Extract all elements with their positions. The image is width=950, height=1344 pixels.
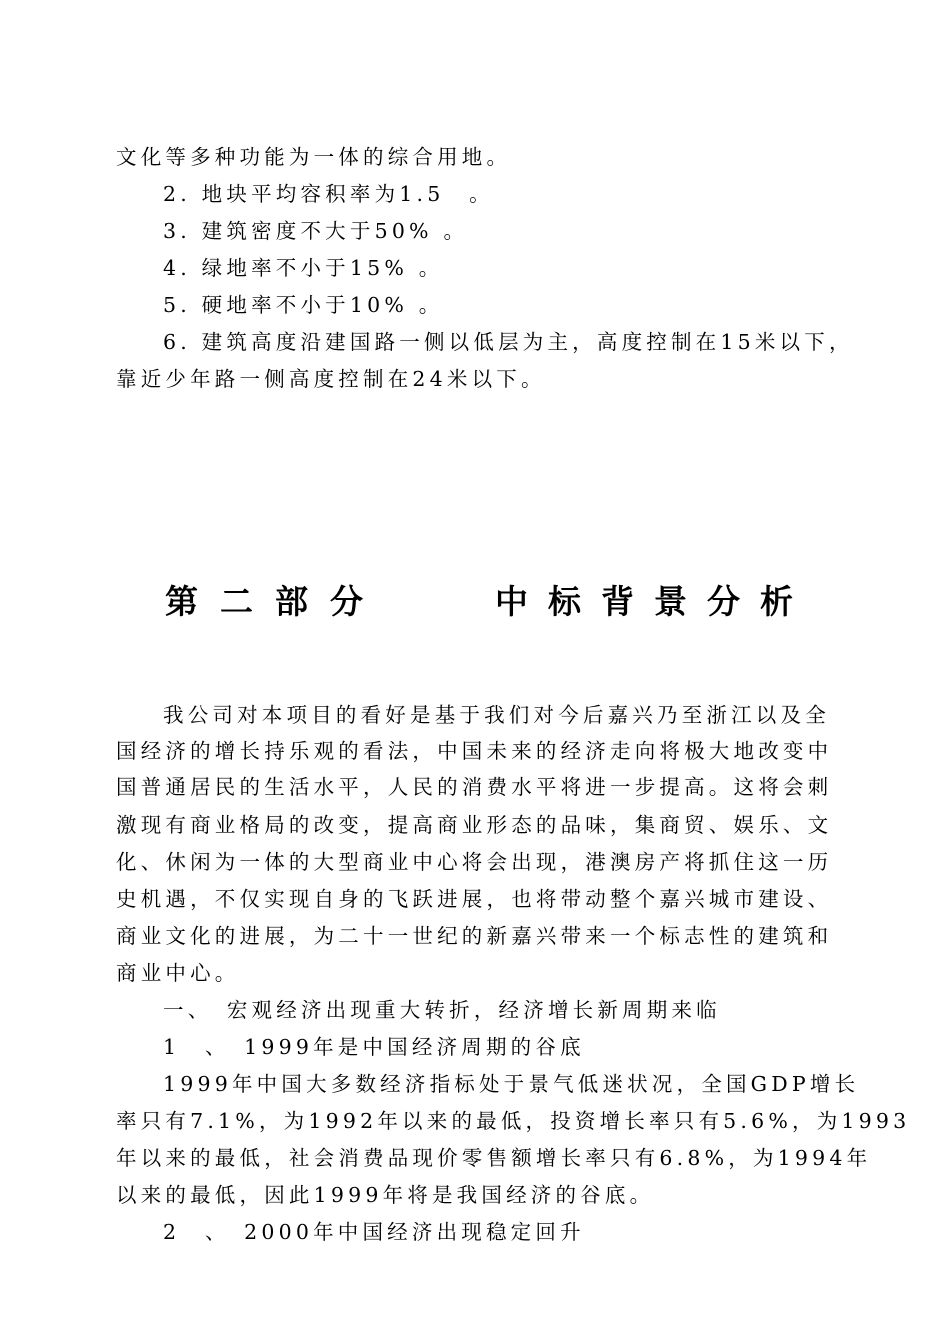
section-subheading: 1 、 1999年是中国经济周期的谷底 xyxy=(163,1035,585,1059)
list-item: 2. 地块平均容积率为1.5 。 xyxy=(163,182,494,206)
paragraph-line: 商业中心。 xyxy=(116,961,240,985)
paragraph-line: 我公司对本项目的看好是基于我们对今后嘉兴乃至浙江以及全 xyxy=(163,703,830,727)
paragraph-line: 1999年中国大多数经济指标处于景气低迷状况，全国GDP增长 xyxy=(163,1072,860,1096)
list-item: 5. 硬地率不小于10% 。 xyxy=(163,293,444,317)
list-item: 3. 建筑密度不大于50% 。 xyxy=(163,219,469,243)
text-line: 靠近少年路一侧高度控制在24米以下。 xyxy=(116,367,546,391)
section-subheading: 2 、 2000年中国经济出现稳定回升 xyxy=(163,1220,585,1244)
list-item: 4. 绿地率不小于15% 。 xyxy=(163,256,444,280)
paragraph-line: 年以来的最低，社会消费品现价零售额增长率只有6.8%，为1994年 xyxy=(116,1146,872,1170)
paragraph-line: 激现有商业格局的改变，提高商业形态的品味，集商贸、娱乐、文 xyxy=(116,813,833,837)
paragraph-line: 率只有7.1%，为1992年以来的最低，投资增长率只有5.6%，为1993 xyxy=(116,1109,911,1133)
paragraph-line: 国经济的增长持乐观的看法，中国未来的经济走向将极大地改变中 xyxy=(116,739,833,763)
heading-part: 第二部分 xyxy=(165,582,385,621)
section-heading xyxy=(165,582,813,621)
paragraph-line: 化、休闲为一体的大型商业中心将会出现，港澳房产将抓住这一历 xyxy=(116,850,833,874)
section-subheading: 一、 宏观经济出现重大转折，经济增长新周期来临 xyxy=(163,998,721,1022)
heading-title: 中标背景分析 xyxy=(495,582,813,621)
paragraph-line: 以来的最低，因此1999年将是我国经济的谷底。 xyxy=(116,1183,655,1207)
list-item: 6. 建筑高度沿建国路一侧以低层为主，高度控制在15米以下， xyxy=(163,330,854,354)
paragraph-line: 商业文化的进展，为二十一世纪的新嘉兴带来一个标志性的建筑和 xyxy=(116,924,833,948)
text-line: 文化等多种功能为一体的综合用地。 xyxy=(116,145,512,169)
paragraph-line: 史机遇，不仅实现自身的飞跃进展，也将带动整个嘉兴城市建设、 xyxy=(116,887,833,911)
paragraph-line: 国普通居民的生活水平，人民的消费水平将进一步提高。这将会刺 xyxy=(116,775,833,799)
